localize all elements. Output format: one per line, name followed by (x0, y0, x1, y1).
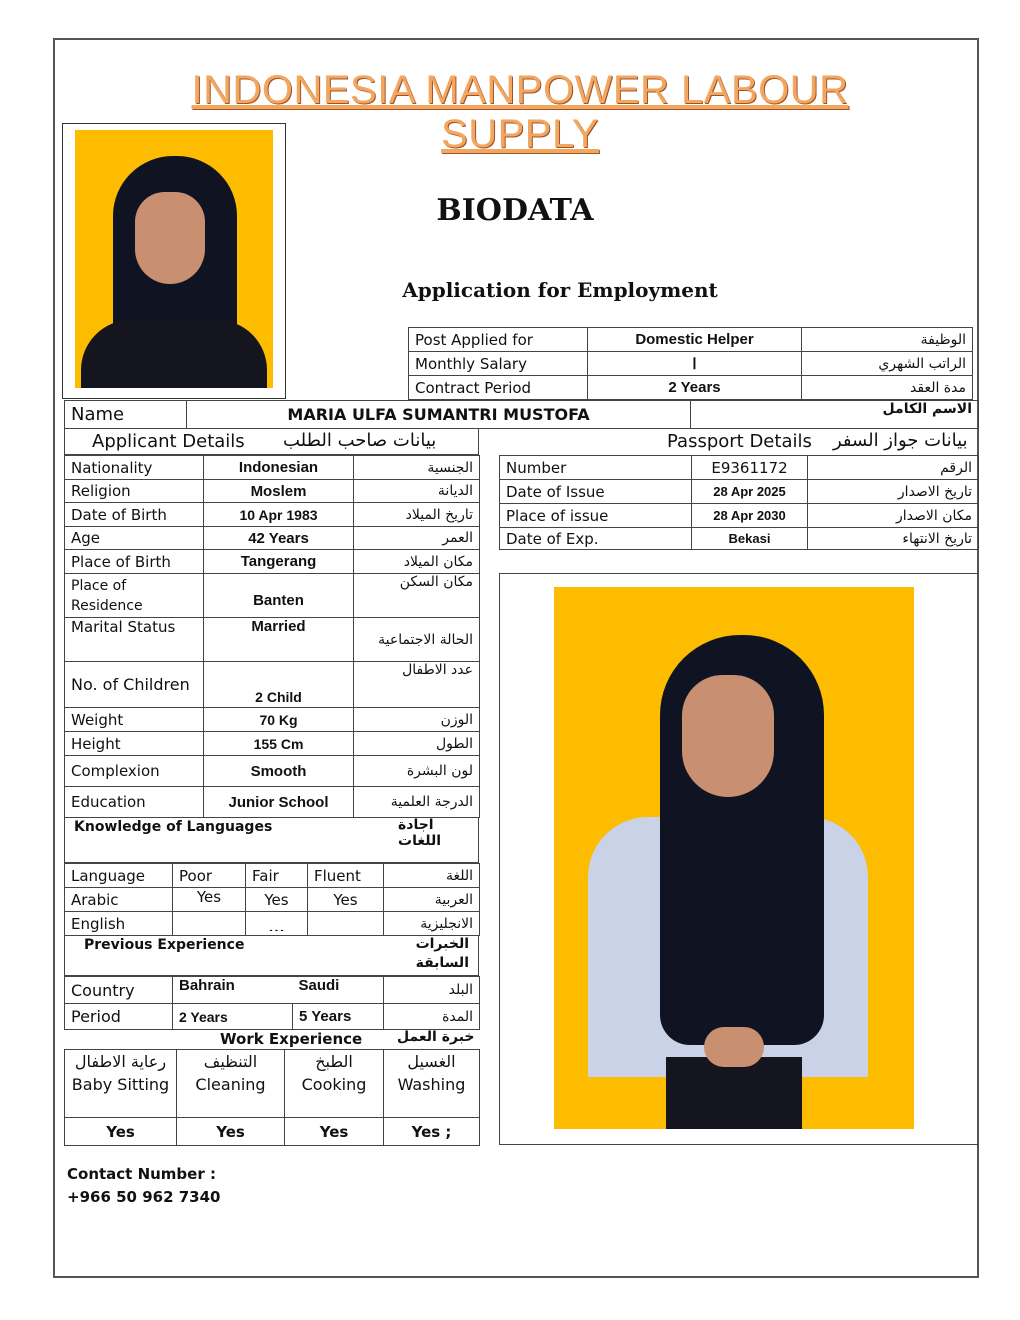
photo-hands (704, 1027, 764, 1067)
applicant-row (65, 708, 480, 732)
skill-ar: التنظيف (203, 1052, 258, 1071)
lang-col-ar: اللغة (384, 864, 480, 888)
job-label: Post Applied for (409, 328, 588, 352)
country-label: Country (65, 977, 173, 1004)
period-label: Period (65, 1004, 173, 1030)
portrait-body (81, 320, 267, 388)
applicant-row (65, 456, 480, 480)
applicant-row (65, 787, 480, 818)
applicant-value: 70 Kg (204, 708, 354, 732)
applicant-heading-ar: بيانات صاحب الطلب (283, 430, 437, 451)
applicant-label: Place of Residence (65, 574, 204, 618)
passport-value: 28 Apr 2025 (692, 480, 808, 504)
passport-heading (499, 428, 978, 455)
applicant-row (65, 527, 480, 550)
languages-heading-en: Knowledge of Languages (74, 819, 273, 835)
full-photo (554, 587, 914, 1129)
experience-heading (64, 935, 479, 976)
language-row (65, 912, 480, 936)
skill-washing (384, 1050, 480, 1118)
languages-heading (64, 817, 479, 863)
name-label: Name (65, 401, 187, 429)
contact-number: +966 50 962 7340 (67, 1188, 221, 1206)
agency-title-line1: INDONESIA MANPOWER LABOUR (191, 68, 849, 112)
applicant-row (65, 574, 480, 618)
applicant-row (65, 550, 480, 574)
applicant-label-ar: العمر (354, 527, 480, 550)
contact-label: Contact Number : (67, 1165, 216, 1183)
passport-value: 28 Apr 2030 (692, 504, 808, 528)
applicant-label: Age (65, 527, 204, 550)
applicant-label: Nationality (65, 456, 204, 480)
country-label-ar: البلد (384, 977, 480, 1004)
skill-en: Baby Sitting (71, 1075, 170, 1094)
applicant-label-ar: مكان الميلاد (354, 550, 480, 574)
applicant-label: Date of Birth (65, 503, 204, 527)
job-table (408, 327, 973, 400)
applicant-label-ar: مكان السكن (354, 574, 480, 618)
applicant-label-ar: لون البشرة (354, 756, 480, 787)
experience-country-row (65, 977, 480, 1004)
applicant-row (65, 732, 480, 756)
applicant-row (65, 618, 480, 662)
skill-value: Yes (65, 1118, 177, 1146)
job-label: Monthly Salary (409, 352, 588, 376)
languages-heading-ar: اجادة اللغات (398, 817, 441, 849)
passport-label-ar: تاريخ الاصدار (808, 480, 979, 504)
work-skills-row (65, 1050, 480, 1118)
applicant-label-ar: تاريخ الميلاد (354, 503, 480, 527)
lang-col-fluent: Fluent (308, 864, 384, 888)
job-row (409, 352, 973, 376)
applicant-value: 155 Cm (204, 732, 354, 756)
applicant-row (65, 662, 480, 708)
passport-label-ar: تاريخ الانتهاء (808, 528, 979, 550)
skill-ar: رعاية الاطفال (74, 1052, 167, 1071)
applicant-value: 42 Years (204, 527, 354, 550)
language-name: Arabic (65, 888, 173, 912)
applicant-label-ar: الحالة الاجتماعية (354, 618, 480, 662)
language-fair: Yes (246, 888, 308, 912)
applicant-label-ar: الوزن (354, 708, 480, 732)
job-label: Contract Period (409, 376, 588, 400)
lang-col-language: Language (65, 864, 173, 888)
applicant-heading-en: Applicant Details (92, 431, 245, 452)
experience-heading-ar: الخبرات السابقة (415, 936, 469, 971)
job-row (409, 328, 973, 352)
work-heading-ar: خبرة العمل (397, 1029, 475, 1045)
applicant-label: Religion (65, 480, 204, 503)
photo-trousers (666, 1057, 802, 1129)
full-name: MARIA ULFA SUMANTRI MUSTOFA (187, 401, 691, 429)
period-1: 2 Years (173, 1004, 293, 1030)
passport-row (500, 480, 979, 504)
applicant-value: Tangerang (204, 550, 354, 574)
applicant-label-ar: الديانة (354, 480, 480, 503)
applicant-table (64, 455, 480, 818)
name-label-ar: الاسم الكامل (691, 401, 979, 429)
skill-value: Yes (177, 1118, 285, 1146)
skill-value: Yes ; (384, 1118, 480, 1146)
applicant-row (65, 503, 480, 527)
language-poor: Yes (173, 888, 246, 912)
doc-subtitle: Application for Employment (402, 278, 718, 302)
skill-en: Cooking (301, 1075, 367, 1094)
job-value: 2 Years (588, 376, 802, 400)
languages-header-row (65, 864, 480, 888)
passport-label: Date of Exp. (500, 528, 692, 550)
applicant-value: Indonesian (204, 456, 354, 480)
experience-table (64, 976, 480, 1030)
applicant-row (65, 480, 480, 503)
job-value: Domestic Helper (588, 328, 802, 352)
skill-cleaning (177, 1050, 285, 1118)
full-photo-frame (499, 573, 979, 1145)
applicant-value: Married (204, 618, 354, 662)
lang-col-poor: Poor (173, 864, 246, 888)
portrait-photo (75, 130, 273, 388)
applicant-label-ar: الجنسية (354, 456, 480, 480)
passport-row (500, 528, 979, 550)
language-fair: - - - (246, 912, 308, 936)
skill-en: Washing (397, 1075, 466, 1094)
passport-row (500, 456, 979, 480)
applicant-value: 2 Child (204, 662, 354, 708)
job-label-ar: الوظيفة (802, 328, 973, 352)
passport-label-ar: الرقم (808, 456, 979, 480)
applicant-label: Place of Birth (65, 550, 204, 574)
name-table (64, 400, 979, 429)
applicant-heading (64, 428, 479, 455)
skill-ar: الغسيل (407, 1052, 456, 1071)
passport-heading-en: Passport Details (667, 431, 812, 452)
work-heading (64, 1029, 479, 1049)
applicant-label: Complexion (65, 756, 204, 787)
lang-col-fair: Fair (246, 864, 308, 888)
applicant-value: Banten (204, 574, 354, 618)
country-2: Saudi (293, 977, 384, 1004)
passport-table (499, 455, 979, 550)
work-values-row (65, 1118, 480, 1146)
country-1: Bahrain (173, 977, 293, 1004)
experience-heading-en: Previous Experience (84, 937, 245, 953)
skill-en: Cleaning (195, 1075, 266, 1094)
language-name: English (65, 912, 173, 936)
skill-value: Yes (285, 1118, 384, 1146)
doc-title: BIODATA (436, 193, 594, 228)
passport-value: Bekasi (692, 528, 808, 550)
language-row (65, 888, 480, 912)
passport-label: Number (500, 456, 692, 480)
applicant-label-ar: الدرجة العلمية (354, 787, 480, 818)
job-label-ar: الراتب الشهري (802, 352, 973, 376)
agency-title-line2: SUPPLY (441, 112, 599, 156)
job-label-ar: مدة العقد (802, 376, 973, 400)
applicant-label-ar: الطول (354, 732, 480, 756)
language-name-ar: الانجليزية (384, 912, 480, 936)
language-poor (173, 912, 246, 936)
passport-label-ar: مكان الاصدار (808, 504, 979, 528)
passport-label: Place of issue (500, 504, 692, 528)
applicant-value: Moslem (204, 480, 354, 503)
period-label-ar: المدة (384, 1004, 480, 1030)
contact-block (67, 1163, 220, 1209)
languages-table (64, 863, 480, 936)
experience-period-row (65, 1004, 480, 1030)
applicant-label: Marital Status (65, 618, 204, 662)
passport-heading-ar: بيانات جواز السفر (833, 430, 968, 451)
skill-ar: الطبخ (315, 1052, 353, 1071)
photo-face (682, 675, 774, 797)
passport-label: Date of Issue (500, 480, 692, 504)
language-fluent (308, 912, 384, 936)
applicant-label: Education (65, 787, 204, 818)
skill-cooking (285, 1050, 384, 1118)
applicant-label-ar: عدد الاطفال (354, 662, 480, 708)
passport-value: E9361172 (692, 456, 808, 480)
skill-baby-sitting (65, 1050, 177, 1118)
work-table (64, 1049, 480, 1146)
applicant-value: 10 Apr 1983 (204, 503, 354, 527)
applicant-label: Height (65, 732, 204, 756)
job-value: ا (588, 352, 802, 376)
language-name-ar: العربية (384, 888, 480, 912)
applicant-label: Weight (65, 708, 204, 732)
period-2: 5 Years (293, 1004, 384, 1030)
job-row (409, 376, 973, 400)
portrait-frame (62, 123, 286, 399)
applicant-value: Smooth (204, 756, 354, 787)
applicant-value: Junior School (204, 787, 354, 818)
passport-row (500, 504, 979, 528)
applicant-row (65, 756, 480, 787)
portrait-face (135, 192, 205, 284)
applicant-label: No. of Children (65, 662, 204, 708)
work-heading-en: Work Experience (220, 1030, 363, 1048)
language-fluent: Yes (308, 888, 384, 912)
